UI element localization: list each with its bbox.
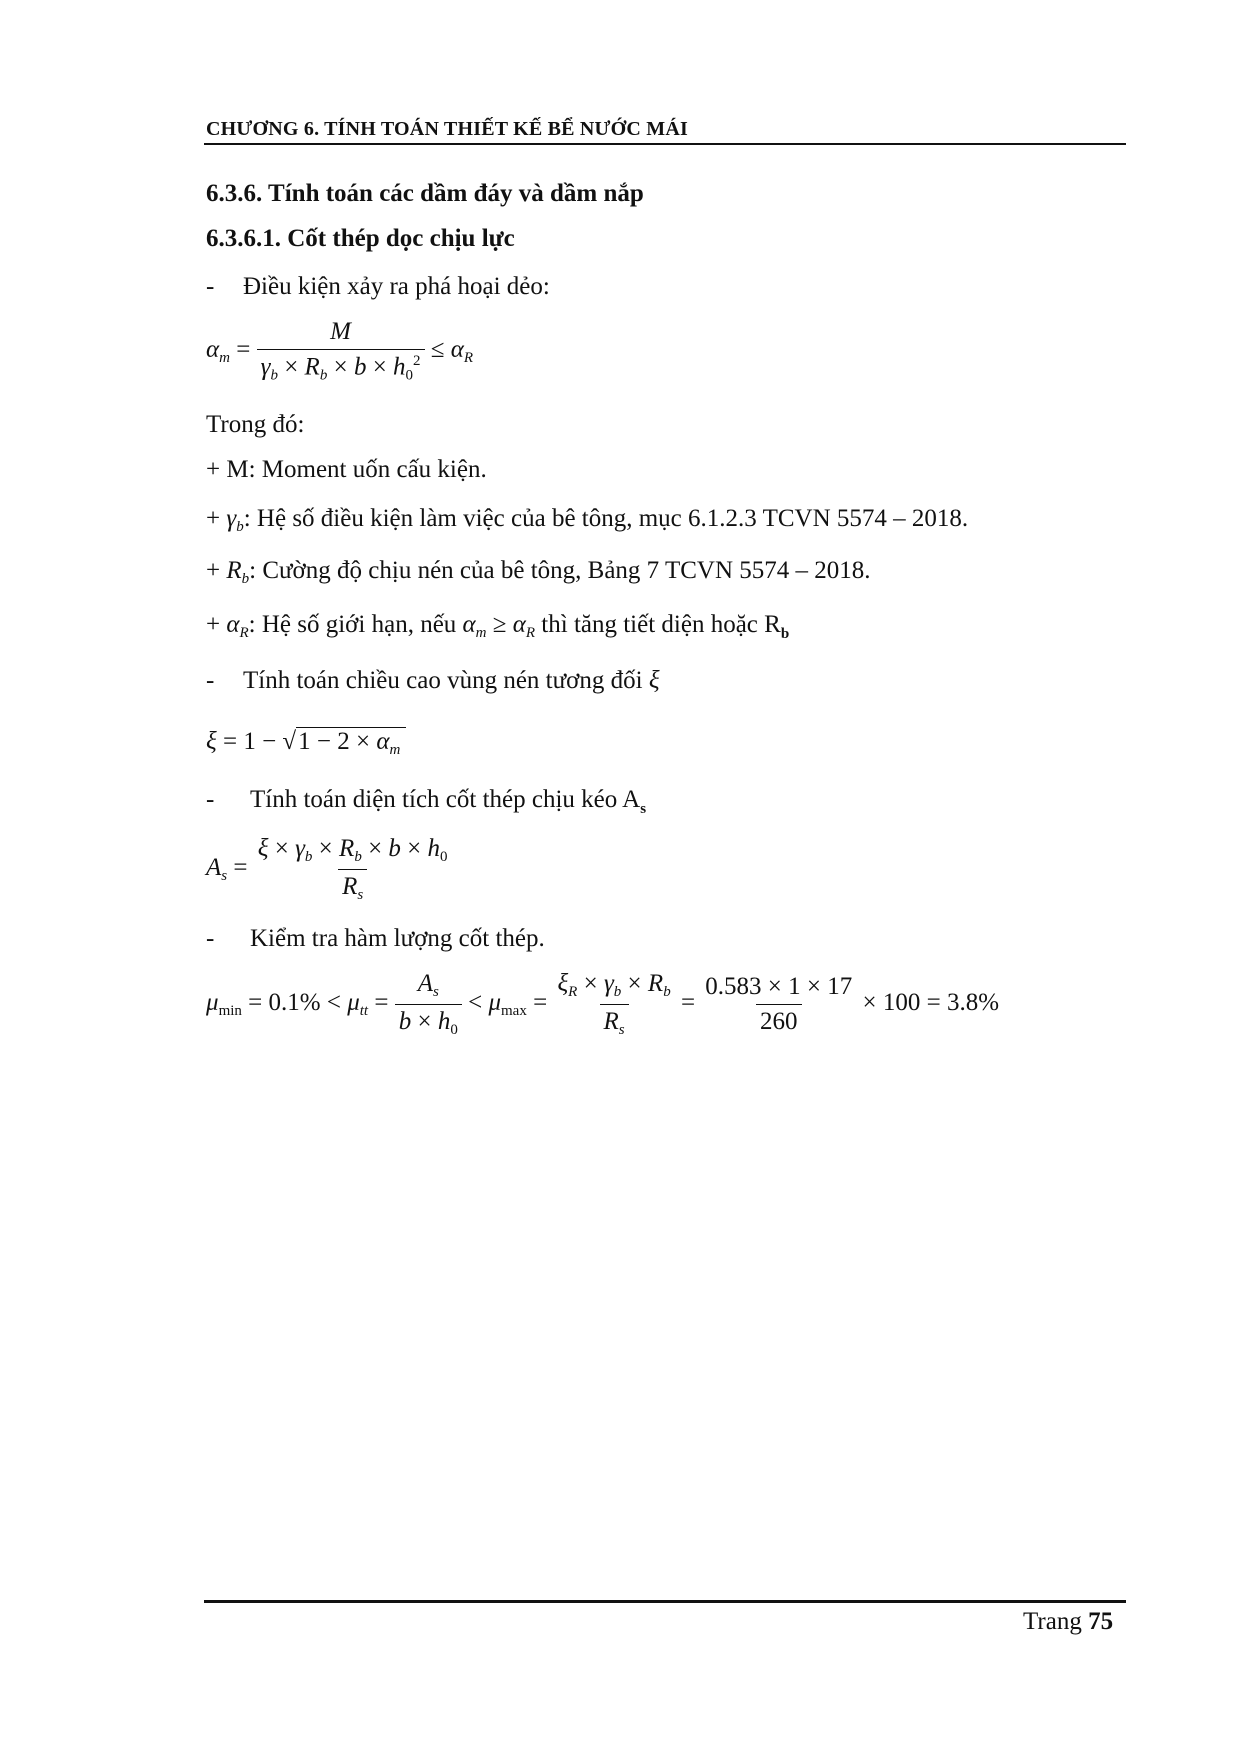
xi-formula: $\xi = 1 - √1 - 2 \times \alpha_m$ — [206, 727, 406, 759]
as-subscript: s — [640, 801, 647, 817]
as-text-row — [250, 786, 646, 818]
definition-m: + M: Moment uốn cấu kiện. — [206, 456, 487, 483]
check-text: Kiểm tra hàm lượng cốt thép. — [250, 925, 545, 952]
bullet-dash: - — [206, 786, 215, 813]
where-label: Trong đó: — [206, 411, 305, 438]
subsection-heading: 6.3.6.1. Cốt thép dọc chịu lực — [206, 225, 515, 252]
as-text: Tính toán diện tích cốt thép chịu kéo A — [250, 786, 641, 813]
footer-label: Trang — [1023, 1608, 1082, 1635]
as-formula: $A_s$ = $\frac{\xi \times \gamma_b \times R_b \times b \times h_0}{R_s}$ — [206, 835, 448, 903]
gamma-b-value: 1 — [788, 973, 801, 1000]
page-number: 75 — [1088, 1608, 1114, 1635]
xi-text-row: Tính toán chiều cao vùng nén tương đối ξ — [243, 667, 660, 694]
rb-subscript: b — [780, 626, 790, 642]
definition-rb-text: : Cường độ chịu nén của bê tông, Bảng 7 TCVN 5574 – 2018. — [249, 557, 871, 584]
bullet-dash: - — [206, 925, 215, 952]
definition-gamma-row: + $\gamma_b$: Hệ số điều kiện làm việc của bê tông, mục 6.1.2.3 TCVN 5574 – 2018. — [206, 505, 969, 535]
r-b-value: 17 — [827, 973, 853, 1000]
section-heading: 6.3.6. Tính toán các dầm đáy và dầm nắp — [206, 180, 644, 207]
factor-value: 100 — [882, 989, 921, 1017]
reinforcement-ratio-formula: $\mu_{min} = 0.1\% < \mu_{tt}$ = $\frac{A_s}{b \times h_0}$ < $\mu_{max}$ = $\frac{\xi_R \times \gamma_b \times R_b}{R_s}$ = $\frac{0.583 \times 1 \times 17}{260}$ × 100 = 3.8% — [206, 970, 1000, 1038]
header-divider — [204, 143, 1126, 145]
plus-sign: + — [206, 557, 221, 584]
page-footer — [1023, 1608, 1113, 1636]
chapter-header: CHƯƠNG 6. TÍNH TOÁN THIẾT KẾ BỂ NƯỚC MÁI — [206, 118, 688, 140]
one-value: 1 — [298, 728, 311, 755]
result-value: 3.8% — [946, 989, 1000, 1017]
alpha-m-formula: $\alpha_m$ = $\frac{M}{\gamma_b \times R_b \times b \times h_0^2}$ ≤ $\alpha_R$ — [206, 318, 474, 384]
definition-alpha-text-post: thì tăng tiết diện hoặc R — [541, 611, 781, 638]
plus-sign: + — [206, 505, 221, 532]
definition-alpha-text: : Hệ số giới hạn, nếu — [248, 611, 457, 638]
r-s-value: 260 — [760, 1008, 798, 1035]
plastic-condition-text: Điều kiện xảy ra phá hoại dẻo: — [243, 273, 550, 300]
definition-alpha-row: + $\alpha_R$: Hệ số giới hạn, nếu $\alpha_m \ge \alpha_R$ thì tăng tiết diện hoặc $R_b$ — [206, 611, 790, 642]
definition-gamma-text: : Hệ số điều kiện làm việc của bê tông, mục 6.1.2.3 TCVN 5574 – 2018. — [243, 505, 969, 532]
xi-r-value: 0.583 — [705, 973, 762, 1000]
definition-rb-row: + $R_b$: Cường độ chịu nén của bê tông, Bảng 7 TCVN 5574 – 2018. — [206, 557, 871, 587]
two-value: 2 — [337, 728, 350, 755]
xi-text: Tính toán chiều cao vùng nén tương đối — [243, 667, 643, 694]
footer-divider — [204, 1600, 1126, 1603]
mu-min-value: 0.1% — [268, 989, 321, 1017]
one-value: 1 — [243, 728, 256, 755]
bullet-dash: - — [206, 667, 215, 694]
bullet-dash: - — [206, 273, 215, 300]
plus-sign: + — [206, 611, 221, 638]
